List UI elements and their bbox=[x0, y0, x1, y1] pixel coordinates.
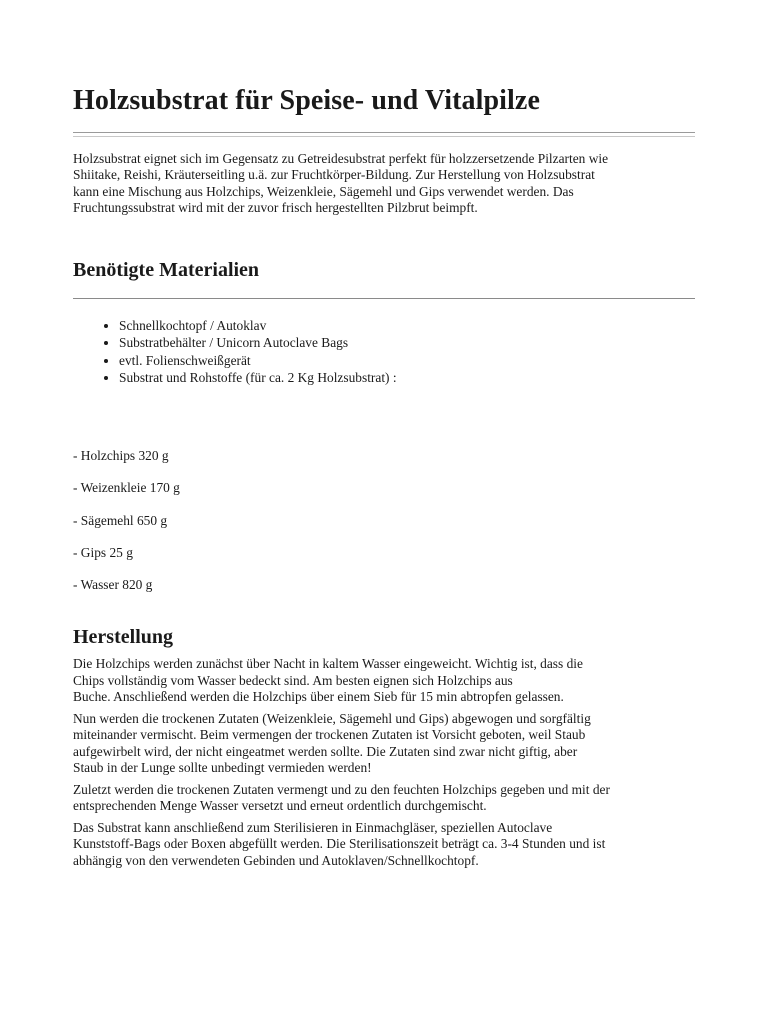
list-item: • evtl. Folienschweißgerät bbox=[119, 352, 397, 369]
text-line: Staub in der Lunge sollte unbedingt vermieden werden! bbox=[73, 760, 372, 775]
text-line: Zuletzt werden die trockenen Zutaten vermengt und zu den feuchten Holzchips gegeben und mit der bbox=[73, 781, 610, 797]
text-line: Das Substrat kann anschließend zum Sterilisieren in Einmachgläser, speziellen Autoclave bbox=[73, 819, 553, 835]
intro-line: Shiitake, Reishi, Kräuterseitling u.ä. zur Fruchtkörper-Bildung. Zur Herstellung von Holzsubstrat bbox=[73, 167, 595, 183]
text-line: Kunststoff-Bags oder Boxen abgefüllt werden. Die Sterilisationszeit beträgt ca. 3-4 Stunden und ist bbox=[73, 836, 606, 851]
materials-list bbox=[99, 317, 397, 386]
preparation-heading: Herstellung bbox=[73, 626, 173, 648]
intro-line: Holzsubstrat eignet sich im Gegensatz zu Getreidesubstrat perfekt für holzzersetzende Pilzarten wie bbox=[73, 151, 609, 166]
text-line: miteinander vermischt. Beim vermengen der trockenen Zutaten ist Vorsicht geboten, weil Staub bbox=[73, 727, 586, 742]
text-line: abhängig von den verwendeten Gebinden und Autoklaven/Schnellkochtopf. bbox=[73, 852, 479, 868]
text-line: aufgewirbelt wird, der nicht eingeatmet werden sollte. Die Zutaten sind zwar nicht giftig, aber bbox=[73, 743, 578, 759]
ingredients-list bbox=[73, 447, 180, 608]
title-divider bbox=[73, 132, 695, 137]
intro-line: kann eine Mischung aus Holzchips, Weizenkleie, Sägemehl und Gips verwendet werden. Das bbox=[73, 183, 574, 199]
ingredient-item: - Gips 25 g bbox=[73, 544, 133, 560]
preparation-paragraph bbox=[73, 782, 703, 815]
page-title: Holzsubstrat für Speise- und Vitalpilze bbox=[73, 85, 540, 116]
text-line: Buche. Anschließend werden die Holzchips über einem Sieb für 15 min abtropfen gelassen. bbox=[73, 689, 564, 704]
preparation-paragraph bbox=[73, 820, 703, 870]
list-item: • Substrat und Rohstoffe (für ca. 2 Kg Holzsubstrat) : bbox=[119, 369, 397, 386]
intro-paragraph bbox=[73, 151, 695, 217]
text-line: Nun werden die trockenen Zutaten (Weizenkleie, Sägemehl und Gips) abgewogen und sorgfältig bbox=[73, 710, 591, 726]
preparation-text bbox=[73, 656, 703, 874]
ingredient-item: - Holzchips 320 g bbox=[73, 448, 169, 463]
ingredient-item: - Sägemehl 650 g bbox=[73, 512, 168, 528]
materials-divider bbox=[73, 298, 695, 299]
list-item: • Schnellkochtopf / Autoklav bbox=[119, 317, 397, 334]
text-line: Chips vollständig vom Wasser bedeckt sind. Am besten eignen sich Holzchips aus bbox=[73, 672, 513, 688]
ingredient-item: - Weizenkleie 170 g bbox=[73, 480, 180, 496]
materials-heading: Benötigte Materialien bbox=[73, 259, 260, 281]
preparation-paragraph bbox=[73, 656, 703, 706]
ingredient-item: - Wasser 820 g bbox=[73, 577, 153, 593]
intro-line: Fruchtungssubstrat wird mit der zuvor frisch hergestellten Pilzbrut beimpft. bbox=[73, 200, 478, 216]
text-line: Die Holzchips werden zunächst über Nacht in kaltem Wasser eingeweicht. Wichtig ist, dass die bbox=[73, 656, 583, 671]
preparation-paragraph bbox=[73, 711, 703, 777]
list-item: • Substratbehälter / Unicorn Autoclave Bags bbox=[119, 334, 397, 351]
text-line: entsprechenden Menge Wasser versetzt und erneut ordentlich durchgemischt. bbox=[73, 798, 487, 813]
